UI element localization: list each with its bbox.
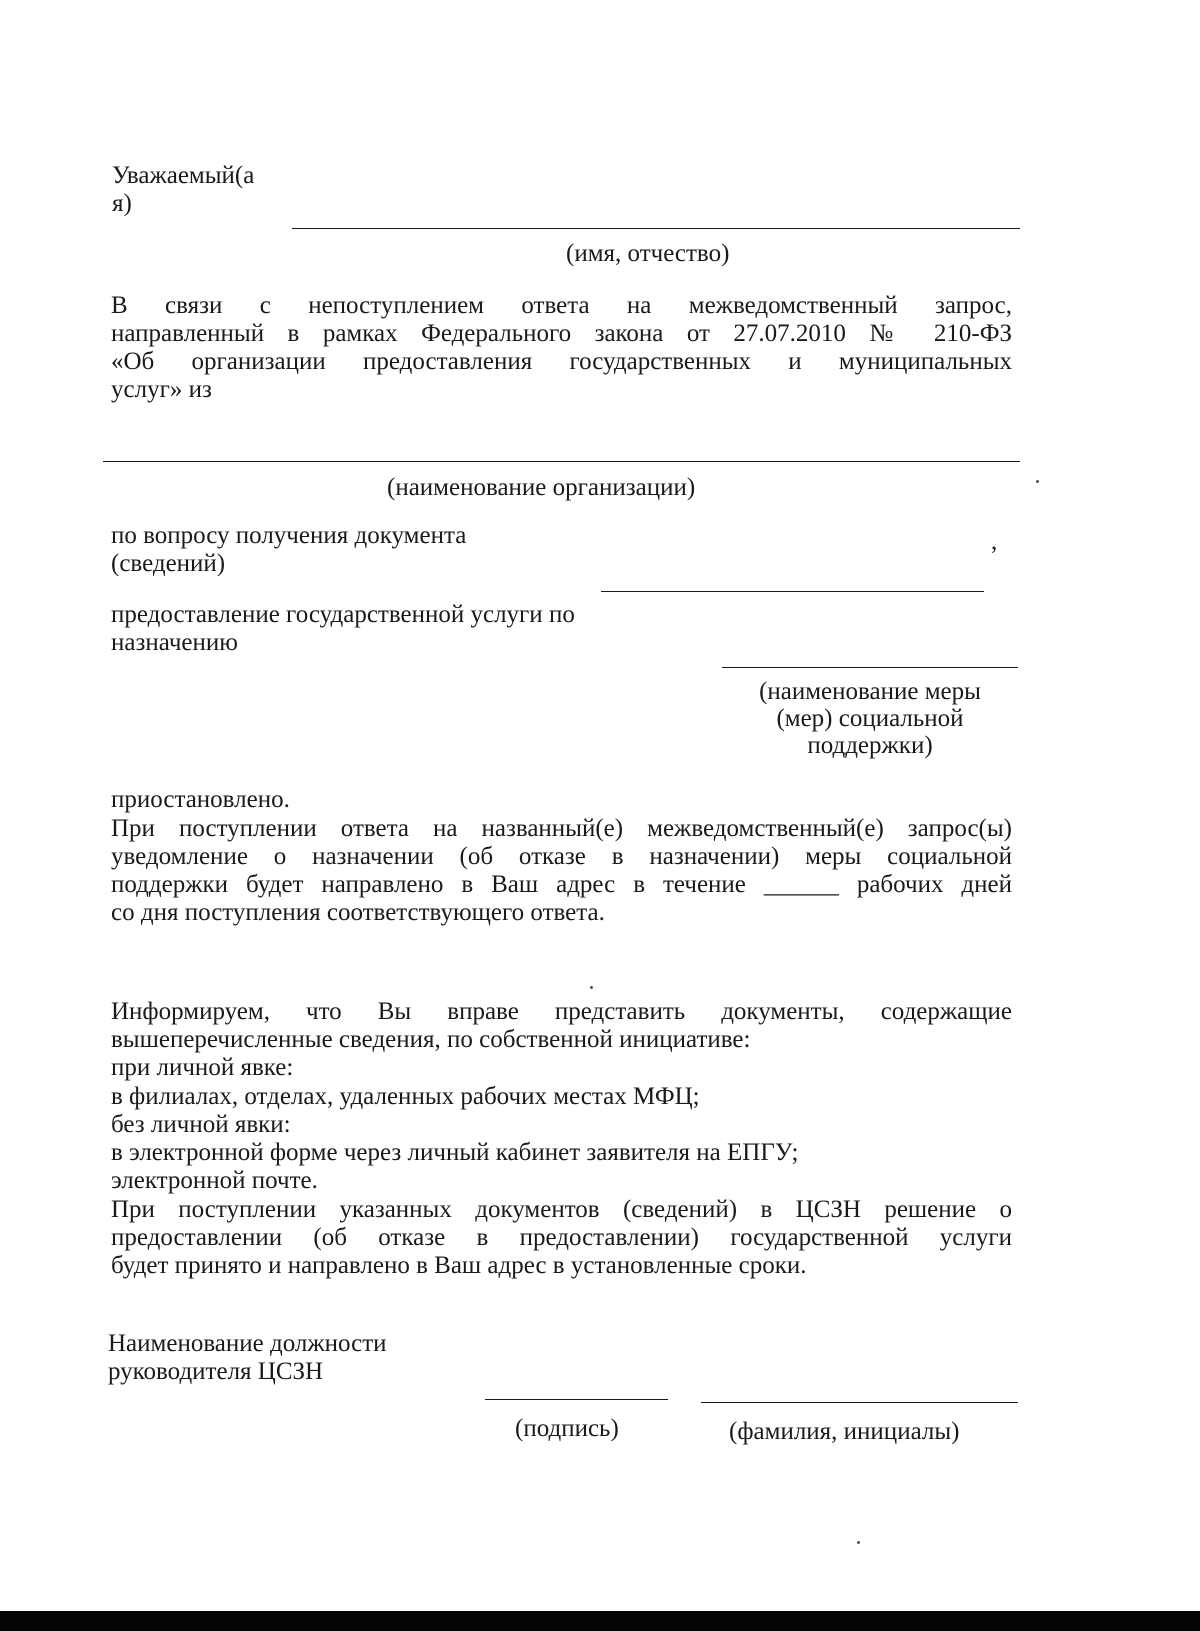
salutation-line-1: Уважаемый(а	[112, 162, 255, 189]
decision-line-2: предоставлении (об отказе в предоставлении) государственной услуги	[111, 1224, 1012, 1251]
info-line-5: без личной явки:	[111, 1111, 291, 1138]
position-title-line-1: Наименование должности	[108, 1330, 387, 1357]
support-measure-caption-line-2: (мер) социальной	[776, 705, 964, 732]
name-blank-line	[292, 228, 1020, 229]
support-measure-caption-line-3: поддержки)	[807, 732, 933, 759]
info-line-1: Информируем, что Вы вправе представить документы, содержащие	[111, 998, 1012, 1025]
organization-caption: (наименование организации)	[387, 474, 696, 501]
info-line-2: вышеперечисленные сведения, по собственной инициативе:	[111, 1026, 751, 1053]
scan-speck	[857, 1541, 860, 1544]
suspension-line-1: При поступлении ответа на названный(е) межведомственный(е) запрос(ы)	[111, 815, 1012, 842]
intro-line-3: «Об организации предоставления государственных и муниципальных	[111, 348, 1012, 375]
support-measure-caption-line-1: (наименование меры	[759, 678, 981, 705]
decision-last-line: будет принято и направлено в Ваш адрес в установленные сроки.	[111, 1252, 807, 1279]
decision-line-1: При поступлении указанных документов (сведений) в ЦСЗН решение о	[111, 1196, 1012, 1223]
document-comma: ,	[991, 528, 998, 555]
signature-blank-line	[485, 1399, 668, 1400]
intro-last-line: услуг» из	[111, 376, 212, 403]
name-caption: (имя, отчество)	[566, 240, 730, 267]
support-measure-caption	[720, 678, 1020, 759]
service-line-1: предоставление государственной услуги по	[111, 601, 575, 628]
surname-blank-line	[701, 1402, 1018, 1403]
suspension-line-2: уведомление о назначении (об отказе в назначении) меры социальной	[111, 843, 1012, 870]
document-question-line-1: по вопросу получения документа	[111, 522, 467, 549]
suspension-word: приостановлено.	[111, 786, 290, 813]
support-measure-blank-line	[722, 667, 1018, 668]
suspension-line-3: поддержки будет направлено в Ваш адрес в течение ______ рабочих дней	[111, 871, 1012, 898]
intro-line-2: направленный в рамках Федерального закона от 27.07.2010 № 210-ФЗ	[111, 320, 1012, 347]
info-line-6: в электронной форме через личный кабинет заявителя на ЕПГУ;	[111, 1139, 799, 1166]
scan-speck	[1036, 480, 1039, 483]
position-title-line-2: руководителя ЦСЗН	[108, 1358, 324, 1385]
signature-caption: (подпись)	[515, 1415, 619, 1442]
suspension-last-line: со дня поступления соответствующего ответа.	[111, 899, 605, 926]
document-blank-line	[601, 591, 984, 592]
document-question-line-2: (сведений)	[111, 550, 226, 577]
salutation-line-2: я)	[112, 190, 132, 217]
info-line-7: электронной почте.	[111, 1167, 318, 1194]
surname-caption: (фамилия, инициалы)	[729, 1418, 960, 1445]
intro-line-1: В связи с непоступлением ответа на межведомственный запрос,	[111, 292, 1012, 319]
scan-bottom-edge	[0, 1611, 1200, 1631]
info-line-4: в филиалах, отделах, удаленных рабочих местах МФЦ;	[111, 1083, 700, 1110]
info-line-3: при личной явке:	[111, 1054, 294, 1081]
scan-speck	[590, 986, 593, 989]
organization-blank-line	[103, 461, 1020, 462]
service-line-2: назначению	[111, 629, 238, 656]
